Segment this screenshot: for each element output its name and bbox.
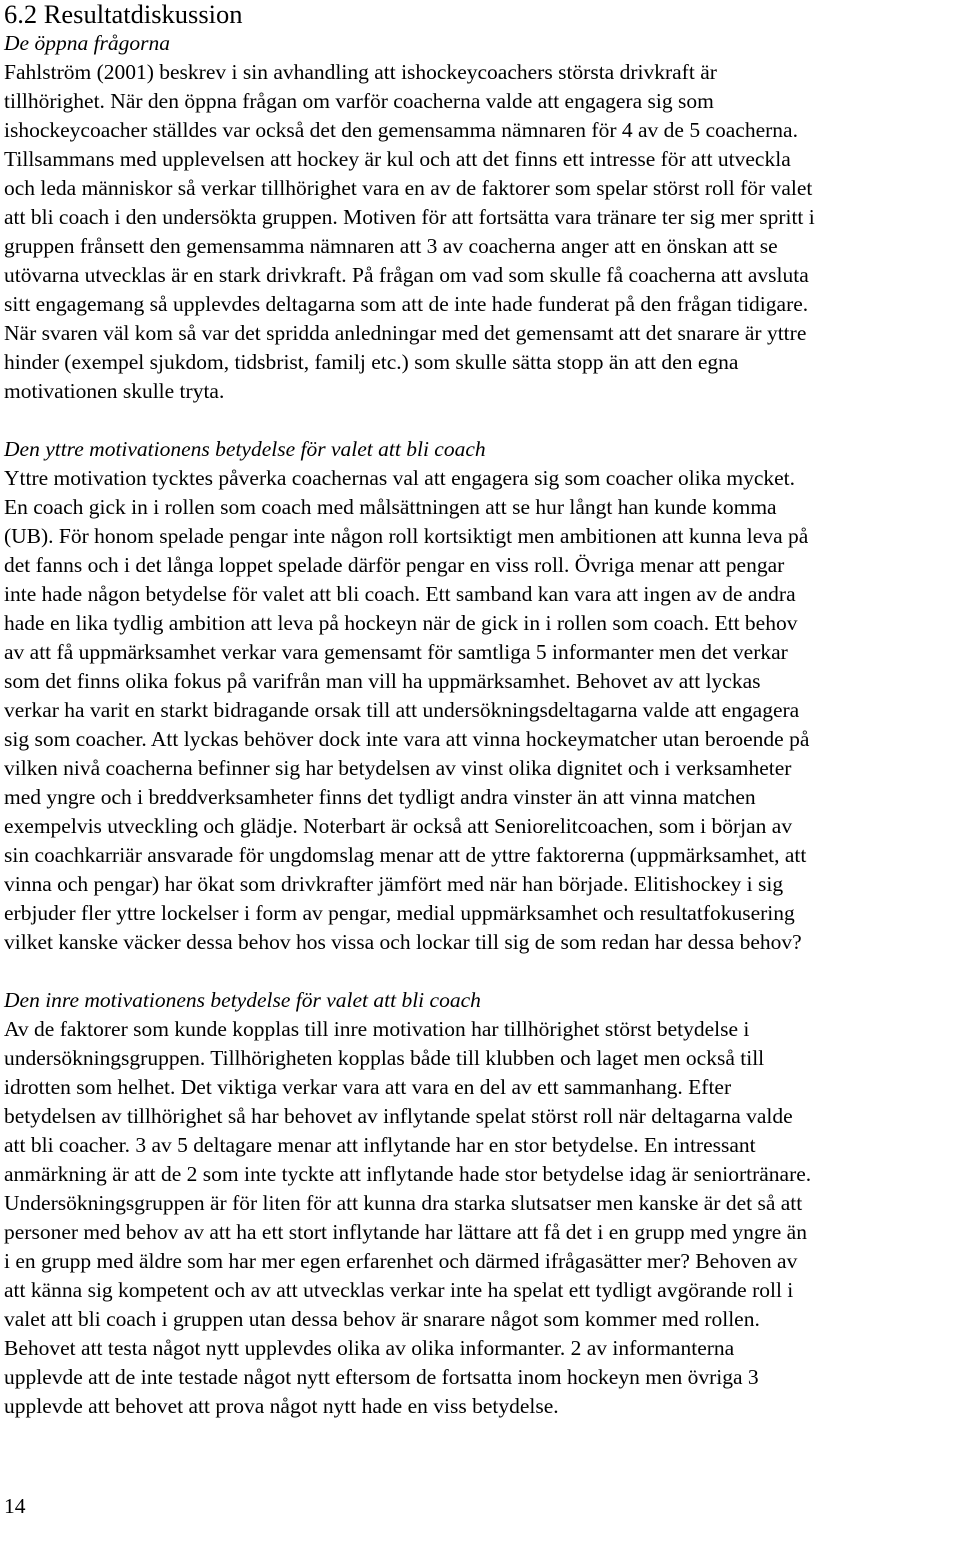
- paragraph-line: tillhörighet. När den öppna frågan om varför coacherna valde att engagera sig som: [4, 89, 714, 113]
- paragraph-line: valet att bli coach i gruppen utan dessa behov är snarare något som kommer med rollen.: [4, 1307, 760, 1331]
- paragraph-line: att bli coacher. 3 av 5 deltagare menar att inflytande har en stor betydelse. En intressant: [4, 1133, 756, 1157]
- paragraph-line: sin coachkarriär ansvarade för ungdomslag menar att de yttre faktorerna (uppmärksamhet, att: [4, 843, 807, 867]
- document-page: [4, 0, 958, 1421]
- paragraph-line: vilket kanske väcker dessa behov hos vissa och lockar till sig de som redan har dessa behov?: [4, 930, 802, 954]
- paragraph-line: i en grupp med äldre som har mer egen erfarenhet och därmed ifrågasätter mer? Behoven av: [4, 1249, 798, 1273]
- paragraph-line: Av de faktorer som kunde kopplas till inre motivation har tillhörighet störst betydelse i: [4, 1017, 750, 1041]
- paragraph-line: En coach gick in i rollen som coach med målsättningen att se hur långt han kunde komma: [4, 495, 777, 519]
- paragraph-line: ishockeycoacher ställdes var också det den gemensamma nämnaren för 4 av de 5 coacherna.: [4, 118, 798, 142]
- page-number: 14: [4, 1494, 26, 1518]
- paragraph-line: upplevde att de inte testade något nytt eftersom de fortsatta inom hockeyn men övriga 3: [4, 1365, 759, 1389]
- paragraph-line: hinder (exempel sjukdom, tidsbrist, familj etc.) som skulle sätta stopp än att den egna: [4, 350, 739, 374]
- paragraph-gap: [4, 957, 958, 986]
- section-external-motivation: [4, 435, 958, 957]
- section-title: 6.2 Resultatdiskussion: [4, 0, 243, 29]
- paragraph-line: att känna sig kompetent och av att utvecklas verkar inte ha spelat ett tydligt avgörande roll i: [4, 1278, 794, 1302]
- paragraph-line: När svaren väl kom så var det spridda anledningar med det gemensamt att det snarare är yttre: [4, 321, 807, 345]
- paragraph-line: sitt engagemang så upplevdes deltagarna som att de inte hade funderat på den frågan tidigare.: [4, 292, 809, 316]
- paragraph-line: (UB). För honom spelade pengar inte någon roll kortsiktigt men ambitionen att kunna leva på: [4, 524, 809, 548]
- paragraph-line: betydelsen av tillhörighet så har behovet av inflytande spelat störst roll när deltagarna valde: [4, 1104, 793, 1128]
- paragraph-line: Fahlström (2001) beskrev i sin avhandling att ishockeycoachers största drivkraft är: [4, 60, 717, 84]
- paragraph-line: verkar ha varit en starkt bidragande orsak till att undersökningsdeltagarna valde att engagera: [4, 698, 800, 722]
- paragraph-line: utövarna utvecklas är en stark drivkraft. På frågan om vad som skulle få coacherna att avsluta: [4, 263, 809, 287]
- paragraph-line: hade en lika tydlig ambition att leva på hockeyn när de gick in i rollen som coach. Ett behov: [4, 611, 798, 635]
- subheading-open-questions: De öppna frågorna: [4, 31, 171, 55]
- paragraph-line: personer med behov av att ha ett stort inflytande har lättare att få det i en grupp med yngre än: [4, 1220, 807, 1244]
- subheading-external-motivation: Den yttre motivationens betydelse för valet att bli coach: [4, 437, 486, 461]
- paragraph-line: att bli coach i den undersökta gruppen. Motiven för att fortsätta vara tränare ter sig mer spritt i: [4, 205, 815, 229]
- section-internal-motivation: [4, 986, 958, 1421]
- paragraph-line: Behovet att testa något nytt upplevdes olika av olika informanter. 2 av informanterna: [4, 1336, 735, 1360]
- paragraph-line: som det finns olika fokus på varifrån man vill ha uppmärksamhet. Behovet av att lyckas: [4, 669, 761, 693]
- paragraph-line: vinna och pengar) har ökat som drivkrafter jämfört med när han började. Elitishockey i sig: [4, 872, 784, 896]
- paragraph-line: exempelvis utveckling och glädje. Noterbart är också att Seniorelitcoachen, som i början av: [4, 814, 793, 838]
- paragraph-line: av att få uppmärksamhet verkar vara gemensamt för samtliga 5 informanter men det verkar: [4, 640, 788, 664]
- paragraph-line: Yttre motivation tycktes påverka coachernas val att engagera sig som coacher olika mycket.: [4, 466, 796, 490]
- paragraph-line: Undersökningsgruppen är för liten för att kunna dra starka slutsatser men kanske är det så att: [4, 1191, 803, 1215]
- paragraph-line: upplevde att behovet att prova något nytt hade en viss betydelse.: [4, 1394, 559, 1418]
- paragraph-line: Tillsammans med upplevelsen att hockey är kul och att det finns ett intresse för att utveckla: [4, 147, 791, 171]
- paragraph-line: det fanns och i det långa loppet spelade därför pengar en viss roll. Övriga menar att pengar: [4, 553, 785, 577]
- section-open-questions: [4, 29, 958, 406]
- paragraph-line: idrotten som helhet. Det viktiga verkar vara att vara en del av ett sammanhang. Efter: [4, 1075, 732, 1099]
- paragraph-line: undersökningsgruppen. Tillhörigheten kopplas både till klubben och laget men också till: [4, 1046, 765, 1070]
- paragraph-line: inte hade någon betydelse för valet att bli coach. Ett samband kan vara att ingen av de andra: [4, 582, 796, 606]
- subheading-internal-motivation: Den inre motivationens betydelse för valet att bli coach: [4, 988, 481, 1012]
- paragraph-line: motivationen skulle tryta.: [4, 379, 225, 403]
- paragraph-line: sig som coacher. Att lyckas behöver dock inte vara att vinna hockeymatcher utan beroende på: [4, 727, 810, 751]
- paragraph-line: anmärkning är att de 2 som inte tyckte att inflytande hade stor betydelse idag är seniortränare.: [4, 1162, 812, 1186]
- paragraph-line: gruppen frånsett den gemensamma nämnaren att 3 av coacherna anger att en önskan att se: [4, 234, 778, 258]
- paragraph-line: med yngre och i breddverksamheter finns det tydligt andra vinster än att vinna matchen: [4, 785, 756, 809]
- paragraph-gap: [4, 406, 958, 435]
- paragraph-line: och leda människor så verkar tillhörighet vara en av de faktorer som spelar störst roll för valet: [4, 176, 813, 200]
- paragraph-line: erbjuder fler yttre lockelser i form av pengar, medial uppmärksamhet och resultatfokusering: [4, 901, 795, 925]
- paragraph-line: vilken nivå coacherna befinner sig har betydelsen av vinst olika dignitet och i verksamheter: [4, 756, 792, 780]
